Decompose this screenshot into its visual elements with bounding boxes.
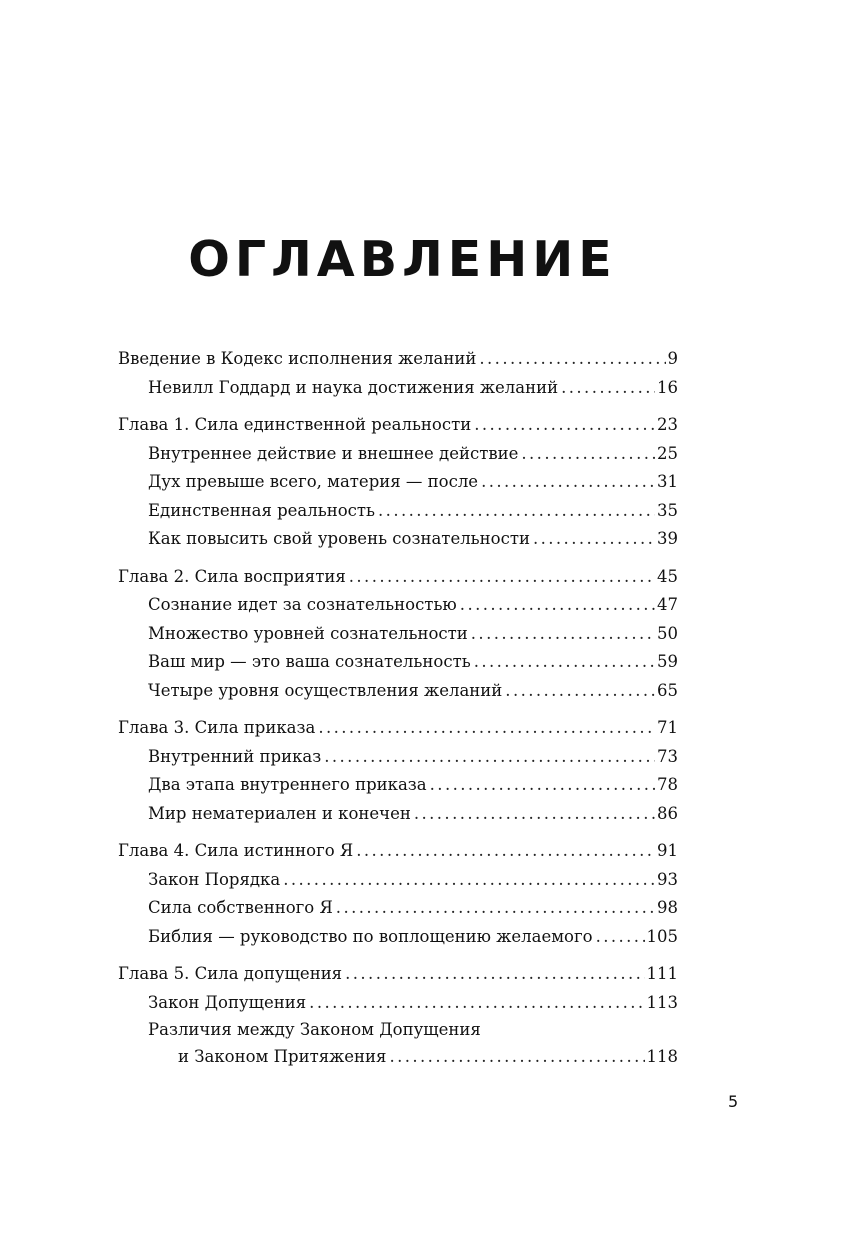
toc-entry-page: 98 <box>657 898 678 917</box>
toc-entry-title: Глава 2. Сила восприятия <box>118 566 346 586</box>
dot-leader <box>596 923 645 952</box>
toc-entry-title: Внутренний приказ <box>148 746 322 766</box>
toc-entry-page: 78 <box>657 775 678 794</box>
toc-entry-page: 86 <box>657 803 678 823</box>
toc-entry-title: Как повысить свой уровень сознательности <box>148 529 530 548</box>
dot-leader <box>309 989 644 1018</box>
toc-subentry[interactable] <box>118 525 678 554</box>
toc-entry-title: Глава 1. Сила единственной реальности <box>118 415 472 434</box>
dot-leader <box>521 440 655 469</box>
toc-entry-page: 16 <box>657 377 678 397</box>
dot-leader <box>283 866 655 895</box>
toc-entry[interactable] <box>118 345 678 374</box>
toc-entry-page: 59 <box>657 652 678 671</box>
toc-group-chapter-4 <box>118 837 678 951</box>
toc-subentry[interactable] <box>118 497 678 526</box>
toc-entry-title: Глава 5. Сила допущения <box>118 964 343 983</box>
toc-subentry[interactable] <box>118 677 678 706</box>
toc-entry-page: 73 <box>657 746 678 766</box>
dot-leader <box>474 411 655 440</box>
toc-entry-page: 50 <box>657 623 678 643</box>
toc-entry-page: 65 <box>657 680 678 700</box>
dot-leader <box>324 743 655 772</box>
toc-group-chapter-3 <box>118 714 678 828</box>
toc-entry-title: Библия — руководство по воплощению желаемого <box>148 926 593 946</box>
toc-entry-title-line-2: и Законом Притяжения <box>178 1047 387 1066</box>
toc-entry-page: 113 <box>646 992 678 1012</box>
dot-leader <box>471 620 655 649</box>
toc-entry-page: 118 <box>646 1047 678 1066</box>
toc-subentry[interactable] <box>118 440 678 469</box>
toc-entry-title: Множество уровней сознательности <box>148 623 468 643</box>
toc-entry[interactable] <box>118 837 678 866</box>
toc-entry-page: 105 <box>646 926 678 946</box>
toc-entry-page: 39 <box>657 529 678 548</box>
toc-entry-title-line-1: Различия между Законом Допущения <box>148 1020 481 1039</box>
toc-entry-title: Введение в Кодекс исполнения желаний <box>118 349 477 368</box>
toc-group-chapter-1 <box>118 411 678 554</box>
toc-subentry[interactable] <box>118 1017 678 1071</box>
toc-entry-title: Дух превыше всего, материя — после <box>148 472 479 491</box>
toc-subentry[interactable] <box>118 989 678 1018</box>
toc-entry[interactable] <box>118 563 678 592</box>
toc-group-chapter-2 <box>118 563 678 706</box>
toc-entry-title: Закон Допущения <box>148 992 307 1012</box>
toc-entry[interactable] <box>118 714 678 743</box>
toc-entry-title: Глава 4. Сила истинного Я <box>118 841 354 860</box>
toc-entry[interactable] <box>118 960 678 989</box>
toc-entry-title: Мир нематериален и конечен <box>148 803 411 823</box>
dot-leader <box>430 771 655 800</box>
toc-entry-title: Два этапа внутреннего приказа <box>148 775 427 794</box>
toc-subentry[interactable] <box>118 800 678 829</box>
toc-entry-title: Закон Порядка <box>148 869 281 889</box>
toc-entry-title-line-2-row <box>148 1043 678 1071</box>
toc-entry-page: 35 <box>657 500 678 520</box>
toc-subentry[interactable] <box>118 866 678 895</box>
toc-subentry[interactable] <box>118 894 678 923</box>
dot-leader <box>533 525 655 554</box>
dot-leader <box>481 468 655 497</box>
toc-entry-title: Глава 3. Сила приказа <box>118 718 316 737</box>
toc-entry-title: Невилл Годдард и наука достижения желаний <box>148 377 559 397</box>
toc-subentry[interactable] <box>118 468 678 497</box>
toc-entry-page: 25 <box>657 443 678 463</box>
dot-leader <box>336 894 655 923</box>
toc-entry-page: 71 <box>657 718 678 737</box>
dot-leader <box>460 591 655 620</box>
toc-entry-page: 9 <box>667 349 678 368</box>
toc-subentry[interactable] <box>118 374 678 403</box>
toc-subentry[interactable] <box>118 620 678 649</box>
toc-entry-page: 111 <box>646 964 678 983</box>
dot-leader <box>505 677 655 706</box>
dot-leader <box>345 960 644 989</box>
toc-entry-title: Ваш мир — это ваша сознательность <box>148 652 471 671</box>
dot-leader <box>479 345 665 374</box>
toc-subentry[interactable] <box>118 591 678 620</box>
toc-entry-title: Сила собственного Я <box>148 898 333 917</box>
toc-entry-page: 47 <box>657 595 678 614</box>
toc-subentry[interactable] <box>118 743 678 772</box>
toc-subentry[interactable] <box>118 771 678 800</box>
dot-leader <box>474 648 655 677</box>
table-of-contents <box>118 345 678 1080</box>
toc-entry-page: 93 <box>657 869 678 889</box>
toc-group-introduction <box>118 345 678 402</box>
page-number: 5 <box>728 1092 739 1111</box>
dot-leader <box>414 800 655 829</box>
toc-entry-title: Четыре уровня осуществления желаний <box>148 680 503 700</box>
dot-leader <box>356 837 655 866</box>
toc-entry-page: 23 <box>657 415 678 434</box>
toc-entry-title: Внутреннее действие и внешнее действие <box>148 443 519 463</box>
dot-leader <box>378 497 655 526</box>
dot-leader <box>318 714 655 743</box>
page-title: ОГЛАВЛЕНИЕ <box>188 231 617 288</box>
dot-leader <box>389 1043 644 1071</box>
dot-leader <box>349 563 655 592</box>
toc-entry-title: Единственная реальность <box>148 500 376 520</box>
toc-entry-page: 91 <box>657 841 678 860</box>
toc-entry-title: Сознание идет за сознательностью <box>148 595 457 614</box>
dot-leader <box>561 374 655 403</box>
toc-group-chapter-5 <box>118 960 678 1071</box>
toc-entry-page: 31 <box>657 472 678 491</box>
toc-subentry[interactable] <box>118 923 678 952</box>
toc-entry[interactable] <box>118 411 678 440</box>
toc-entry-page: 45 <box>657 566 678 586</box>
toc-subentry[interactable] <box>118 648 678 677</box>
